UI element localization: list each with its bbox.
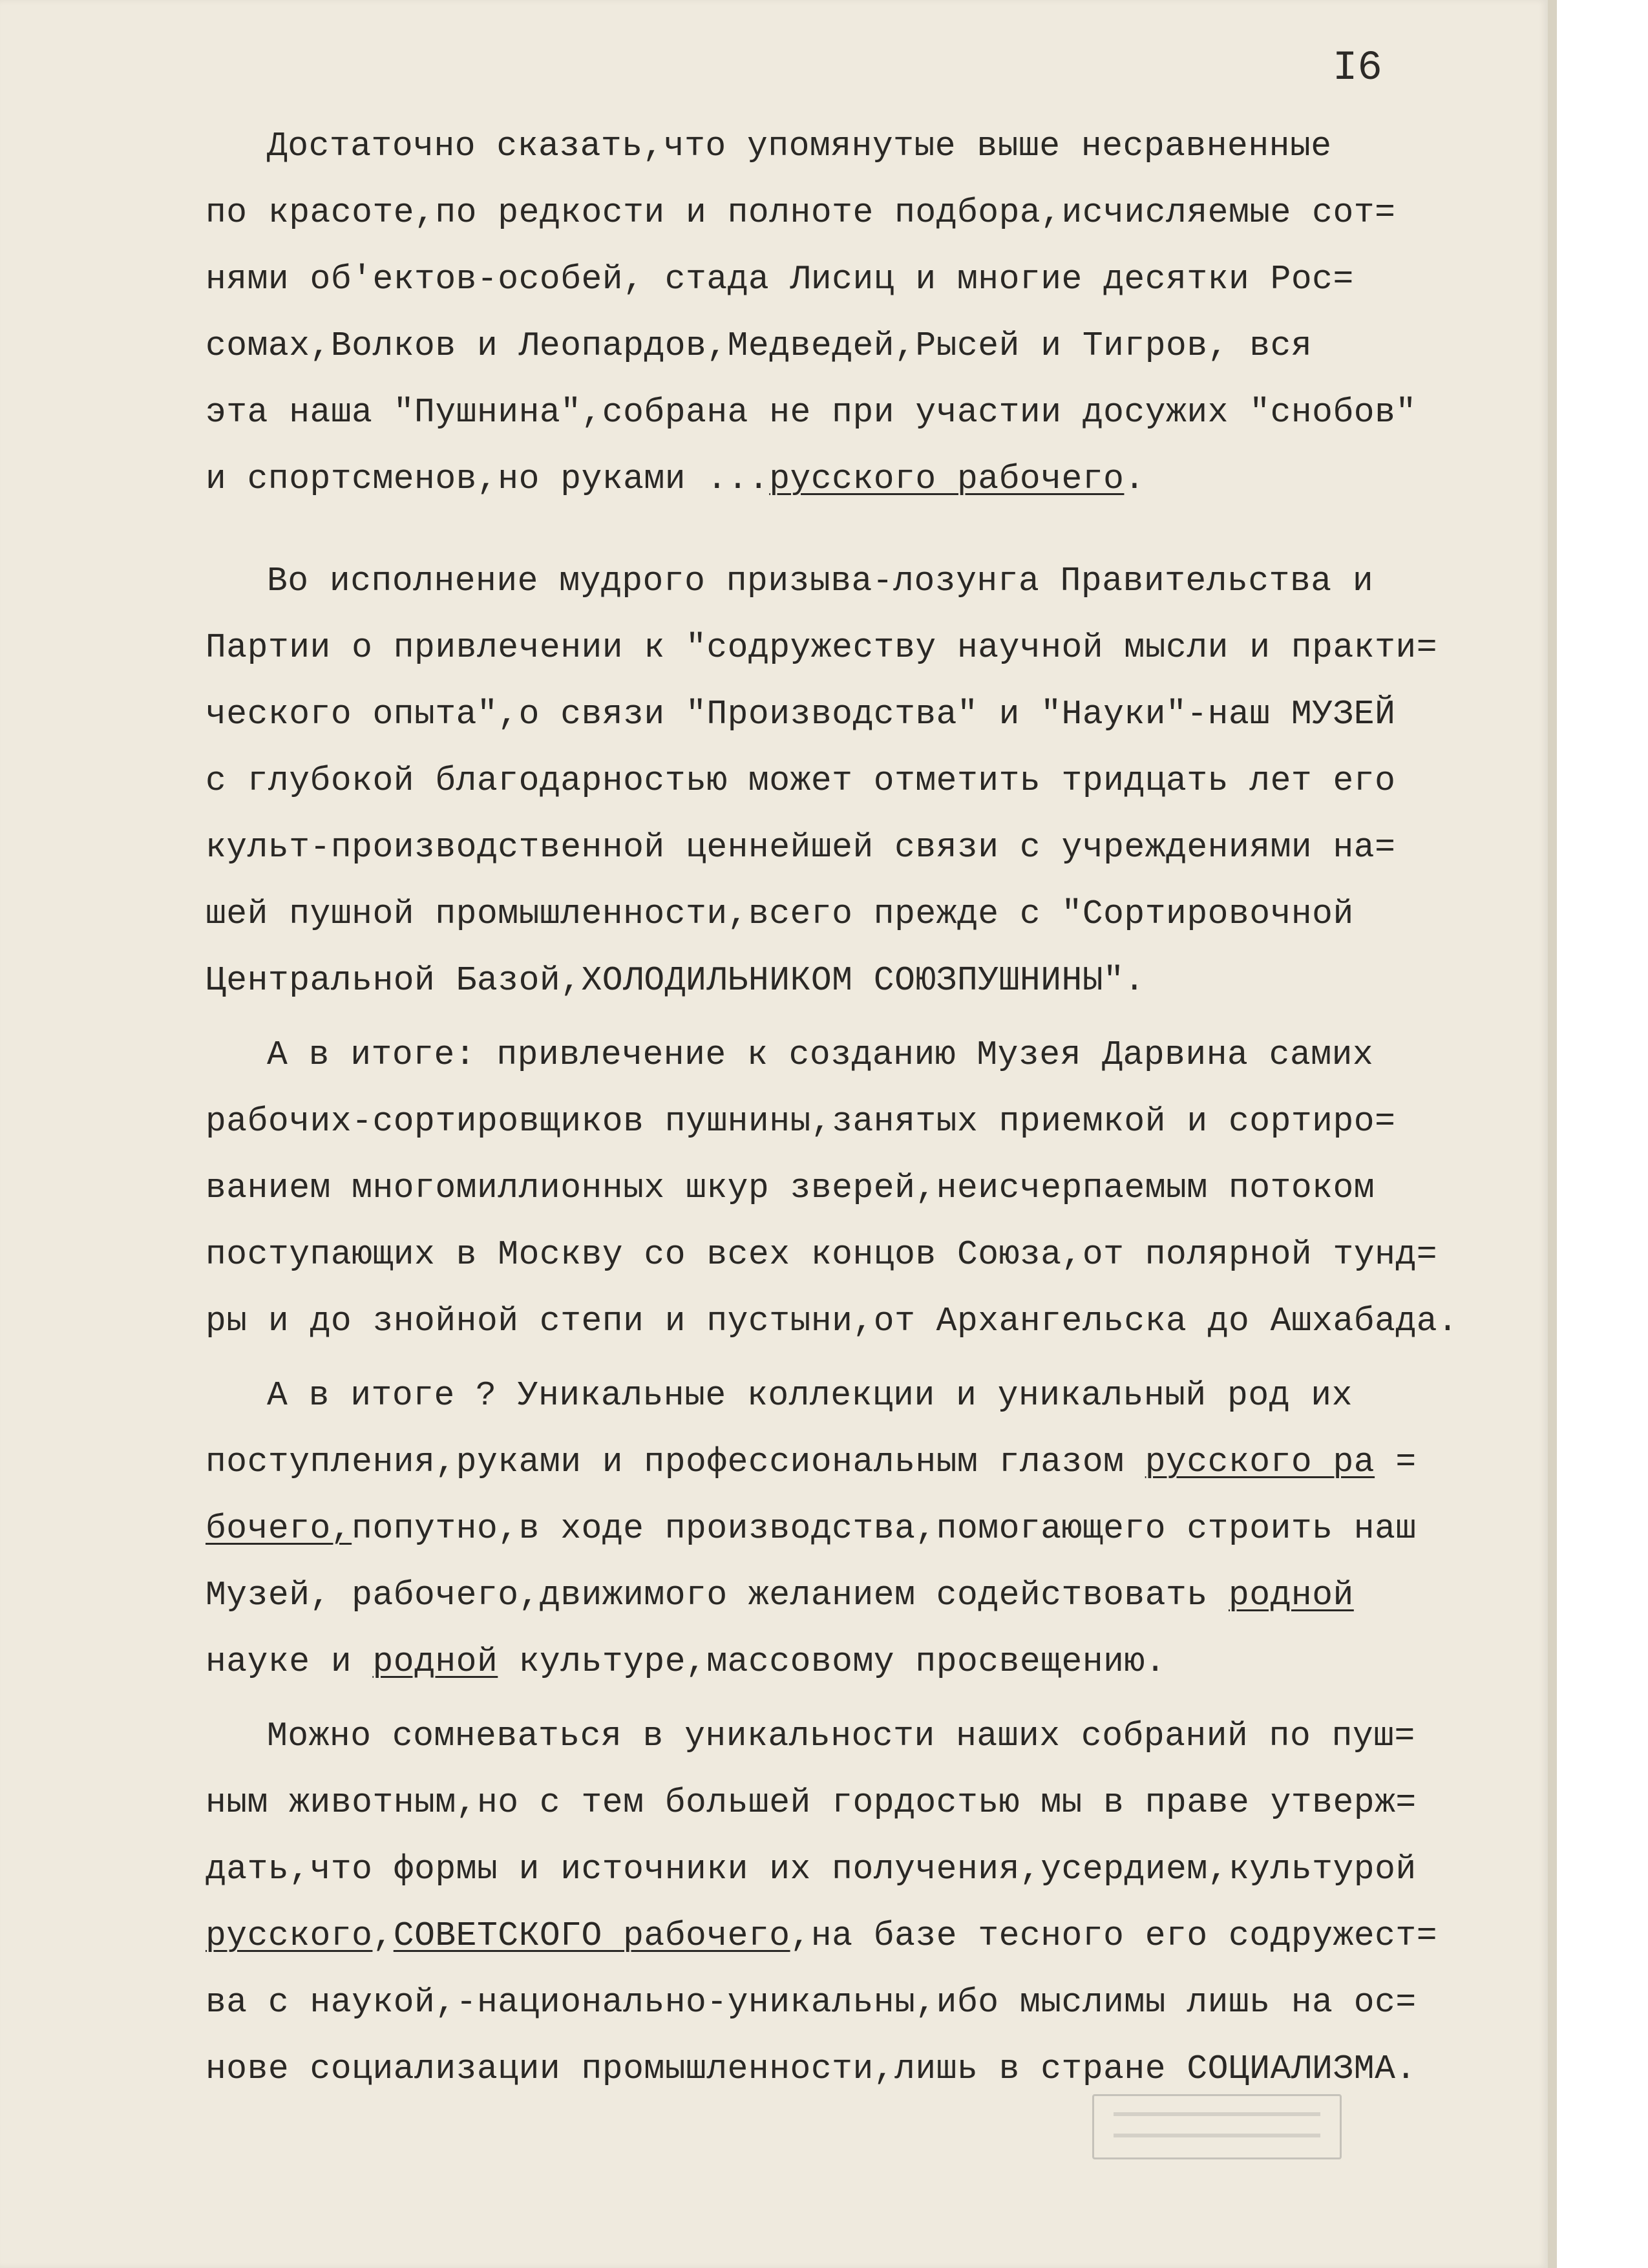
text-line: рабочих-сортировщиков пушнины,занятых приемкой и сортиро=	[206, 1102, 1396, 1141]
text-line: шей пушной промышленности,всего прежде с "Сортировочной	[206, 895, 1354, 933]
text-line: поступающих в Москву со всех концов Союза,от полярной тунд=	[206, 1235, 1438, 1274]
text-segment: науке и	[206, 1642, 373, 1681]
text-segment: ,на базе тесного его содружест=	[790, 1916, 1438, 1955]
text-line	[206, 1629, 1524, 1695]
text-line: ванием многомиллионных шкур зверей,неисчерпаемым потоком	[206, 1169, 1375, 1207]
text-segment: Музей, рабочего,движимого желанием содействовать	[206, 1576, 1229, 1615]
text-line: нове социализации промышленности,лишь в стране СОЦИАЛИЗМА.	[206, 2050, 1417, 2088]
faded-stamp	[1092, 2094, 1342, 2159]
text-line	[206, 1562, 1524, 1629]
underlined-text: родной	[1228, 1576, 1354, 1615]
text-line: сомах,Волков и Леопардов,Медведей,Рысей и Тигров, вся	[206, 326, 1313, 365]
text-line: ва с наукой,-национально-уникальны,ибо мыслимы лишь на ос=	[206, 1983, 1417, 2022]
page-number: I6	[1333, 45, 1382, 92]
text-line: ры и до знойной степи и пустыни,от Архангельска до Ашхабада.	[206, 1302, 1459, 1341]
page-edge	[1548, 0, 1557, 2268]
text-line: по красоте,по редкости и полноте подбора,исчисляемые сот=	[206, 193, 1396, 232]
text-line: эта наша "Пушнина",собрана не при участии досужих "снобов"	[206, 393, 1417, 432]
text-line: культ-производственной ценнейшей связи с учреждениями на=	[206, 828, 1396, 867]
text-line: А в итоге ? Уникальные коллекции и уникальный род их	[267, 1376, 1353, 1415]
text-line: ческого опыта",о связи "Производства" и "Науки"-наш МУЗЕЙ	[206, 695, 1396, 734]
document-body	[206, 113, 1524, 2103]
text-segment: =	[1375, 1443, 1417, 1481]
text-segment: .	[1124, 460, 1145, 498]
text-segment: попутно,в ходе производства,помогающего строить наш	[352, 1509, 1417, 1548]
paragraph-2	[206, 548, 1524, 1014]
underlined-text: русского	[206, 1916, 373, 1955]
text-segment: культуре,массовому просвещению.	[498, 1642, 1167, 1681]
underlined-text: русского ра	[1145, 1443, 1375, 1481]
text-line: с глубокой благодарностью может отметить тридцать лет его	[206, 761, 1396, 800]
text-line: ным животным,но с тем большей гордостью мы в праве утверж=	[206, 1783, 1417, 1822]
text-line: Партии о привлечении к "содружеству научной мысли и практи=	[206, 628, 1438, 667]
text-segment: поступления,руками и профессиональным глазом	[206, 1443, 1145, 1481]
text-line	[206, 1903, 1524, 1969]
text-line	[206, 1429, 1524, 1496]
text-line: А в итоге: привлечение к созданию Музея Дарвина самих	[267, 1035, 1374, 1074]
text-line: нями об'ектов-особей, стада Лисиц и многие десятки Рос=	[206, 260, 1354, 299]
paragraph-5	[206, 1703, 1524, 2103]
underlined-text: бочего,	[206, 1509, 352, 1548]
text-segment: и спортсменов,но руками ...	[206, 460, 770, 498]
paragraph-4	[206, 1362, 1524, 1695]
paragraph-1	[206, 113, 1524, 513]
text-line	[206, 1496, 1524, 1562]
text-line: Можно сомневаться в уникальности наших собраний по пуш=	[267, 1717, 1415, 1755]
underlined-text: родной	[372, 1642, 498, 1681]
paragraph-3	[206, 1022, 1524, 1355]
underlined-text: русского рабочего	[769, 460, 1125, 498]
text-line: дать,что формы и источники их получения,усердием,культурой	[206, 1850, 1417, 1889]
text-line: Во исполнение мудрого призыва-лозунга Правительства и	[267, 562, 1374, 600]
text-segment: ,	[372, 1916, 394, 1955]
text-line	[206, 446, 1524, 513]
text-line: Достаточно сказать,что упомянутые выше несравненные	[267, 127, 1332, 165]
underlined-text: СОВЕТСКОГО рабочего	[393, 1916, 790, 1955]
text-line: Центральной Базой,ХОЛОДИЛЬНИКОМ СОЮЗПУШНИНЫ".	[206, 961, 1145, 1000]
